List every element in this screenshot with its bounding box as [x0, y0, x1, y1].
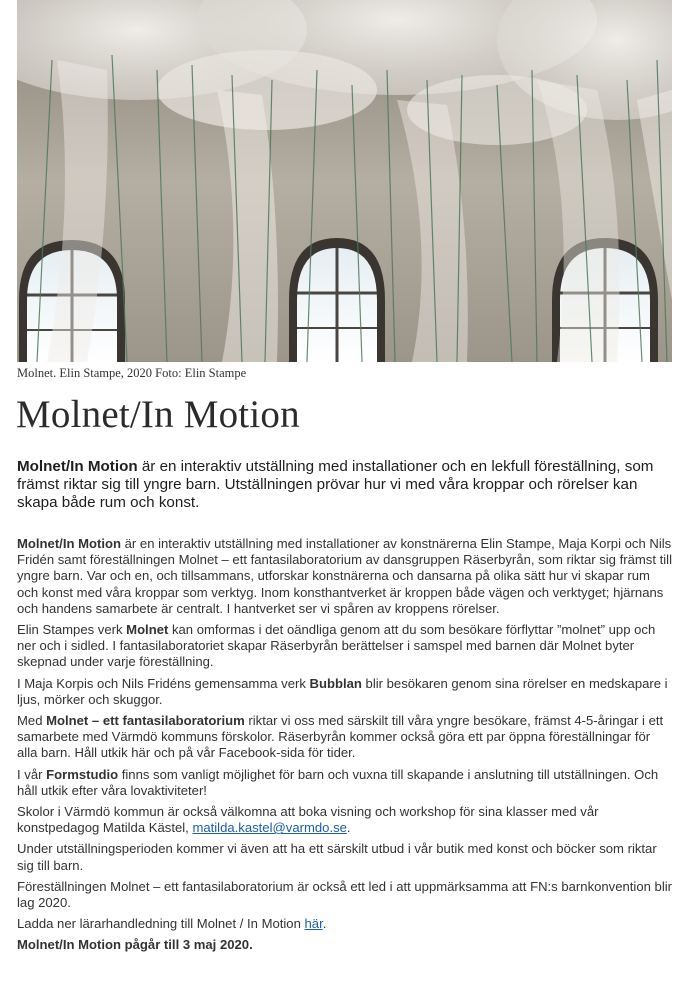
- installation-photo-icon: [17, 0, 672, 362]
- schools-text-b: .: [346, 820, 351, 836]
- download-text-a: Ladda ner lärarhandledning till Molnet / In Motion: [17, 916, 305, 932]
- paragraph-intro: [17, 536, 672, 617]
- paragraph-preschool: [17, 713, 672, 762]
- article-body: [17, 536, 672, 959]
- formstudio-strong: Formstudio: [46, 766, 119, 782]
- preschool-text-b: riktar vi oss med särskilt till våra yngre besökare, främst 4-5-åringar i ett samarbete med Värmdö kommuns förskolor. Räserbyrån kommer också göra ett par öppna föreställningar för alla barn. Håll utkik här och på vår Facebook-sida för tider.: [17, 713, 664, 761]
- image-caption: Molnet. Elin Stampe, 2020 Foto: Elin Stampe: [17, 366, 247, 380]
- lead-strong: Molnet/In Motion: [17, 458, 138, 475]
- bubblan-text-a: I Maja Korpis och Nils Fridéns gemensamma verk: [17, 675, 310, 691]
- paragraph-formstudio: [17, 767, 672, 799]
- formstudio-text-a: I vår: [17, 766, 47, 782]
- paragraph-dates: [17, 937, 672, 953]
- molnet-text-a: Elin Stampes verk: [17, 622, 127, 638]
- paragraph-convention: Föreställningen Molnet – ett fantasilaboratorium är också ett led i att uppmärksamma att FN:s barnkonvention blir lag 2020.: [17, 878, 673, 911]
- paragraph-shop: Under utställningsperioden kommer vi även att ha ett särskilt utbud i vår butik med konst och böcker som riktar sig till barn.: [17, 841, 657, 873]
- paragraph-bubblan: [17, 676, 672, 708]
- email-link[interactable]: matilda.kastel@varmdo.se: [192, 820, 347, 836]
- schools-text-a: Skolor i Värmdö kommun är också välkomna att boka visning och workshop för sina klasser med vår konstpedagog Matilda Kästel,: [17, 804, 599, 836]
- intro-strong: Molnet/In Motion: [17, 536, 121, 551]
- preschool-text-a: Med: [17, 713, 47, 729]
- paragraph-molnet: [17, 622, 672, 671]
- page-title: Molnet/In Motion: [16, 393, 300, 436]
- molnet-strong: Molnet: [126, 622, 169, 638]
- download-link[interactable]: här: [304, 916, 323, 932]
- dates-strong: Molnet/In Motion pågår till 3 maj 2020.: [17, 937, 253, 953]
- intro-text: är en interaktiv utställning med installationer av konstnärerna Elin Stampe, Maja Korpi och Nils Fridén samt föreställningen Molnet – ett fantasilaboratorium av dansgruppen Räserbyrån, som riktar sig främst till yngre barn. Var och en, och tillsammans, utforskar konstnärerna och dansarna på olika sätt hur vi skapar rum och konst med våra kroppar som verktyg. Inom konsthantverket är kroppen både vägen och verktyget; hjärnans och handens samarbete är centralt. I hantverket ser vi spåren av kroppens rörelser.: [17, 536, 672, 616]
- formstudio-text-b: finns som vanligt möjlighet för barn och vuxna till skapande i anslutning till utställningen. Och håll utkik efter våra lovaktiviteter!: [17, 766, 659, 798]
- bubblan-text-b: blir besökaren genom sina rörelser en medskapare i ljus, mörker och skuggor.: [17, 675, 668, 707]
- paragraph-schools: [17, 804, 672, 836]
- molnet-text-b: kan omformas i det oändliga genom att du som besökare förflyttar ”molnet” upp och ner och i sidled. I fantasilaboratoriet skapar Räserbyrån berättelser i samspel med barnen där Molnet byter skepnad under varje föreställning.: [17, 622, 656, 670]
- lead-text: är en interaktiv utställning med installationer och en lekfull föreställning, som främst riktar sig till yngre barn. Utställningen prövar hur vi med våra kroppar och rörelser kan skapa både rum och konst.: [17, 458, 654, 511]
- hero-image: [17, 0, 672, 362]
- preschool-strong: Molnet – ett fantasilaboratorium: [46, 713, 245, 729]
- download-text-b: .: [322, 916, 327, 932]
- bubblan-strong: Bubblan: [309, 675, 362, 691]
- paragraph-download: [17, 916, 672, 932]
- lead-paragraph: [17, 458, 672, 512]
